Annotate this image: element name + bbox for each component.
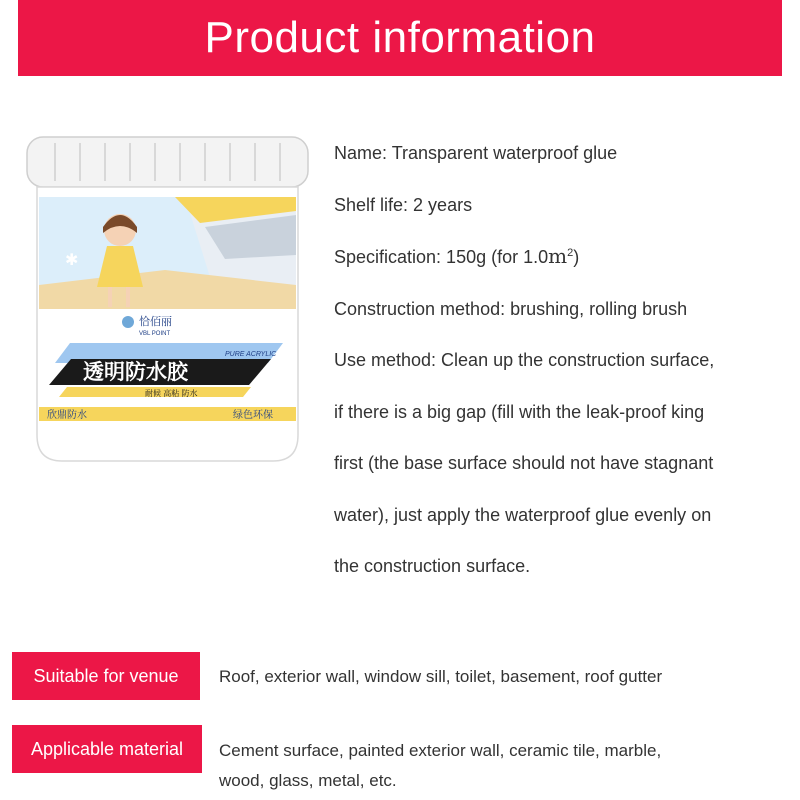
brand-cn: 恰佰丽 (139, 316, 172, 328)
label-bottom-right: 绿色环保 (233, 410, 273, 421)
label-sub-en: PURE ACRYLIC (225, 351, 277, 358)
venue-tag (12, 652, 200, 700)
product-image (25, 135, 310, 465)
material-text (219, 736, 661, 796)
venue-text: Roof, exterior wall, window sill, toilet, basement, roof gutter (219, 667, 663, 686)
brand-en: VBL POINT (139, 331, 171, 337)
material-text-line: Cement surface, painted exterior wall, ceramic tile, marble, (219, 741, 662, 760)
product-info-list (334, 128, 784, 593)
material-text-line: wood, glass, metal, etc. (219, 771, 397, 790)
spec-unit: m (548, 244, 568, 268)
spec-suffix: ) (573, 247, 580, 267)
info-use-method-line: the construction surface. (334, 556, 531, 576)
label-bottom-left: 欣鼎防水 (47, 410, 87, 421)
material-tag (12, 725, 202, 773)
svg-text:✱: ✱ (65, 252, 79, 269)
material-tag-label: Applicable material (30, 738, 184, 759)
header-banner (18, 0, 782, 76)
spec-prefix: Specification: 150g (for 1.0 (334, 247, 549, 267)
info-name: Name: Transparent waterproof glue (334, 143, 618, 163)
venue-tag-label: Suitable for venue (33, 665, 179, 686)
spec-sup: 2 (567, 247, 574, 259)
label-features: 耐候 高粘 防水 (145, 389, 198, 398)
info-use-method-line: water), just apply the waterproof glue evenly on (334, 504, 712, 525)
label-cn: 透明防水胶 (83, 361, 188, 384)
info-specification (334, 231, 784, 284)
page-title: Product information (204, 13, 596, 62)
info-construction-method: Construction method: brushing, rolling brush (334, 298, 688, 319)
info-use-method-line: Use method: Clean up the construction surface, (334, 350, 715, 370)
info-use-method-line: if there is a big gap (fill with the leak-proof king (334, 401, 705, 422)
info-use-method-line: first (the base surface should not have stagnant (334, 453, 714, 473)
info-shelf-life: Shelf life: 2 years (334, 194, 473, 215)
